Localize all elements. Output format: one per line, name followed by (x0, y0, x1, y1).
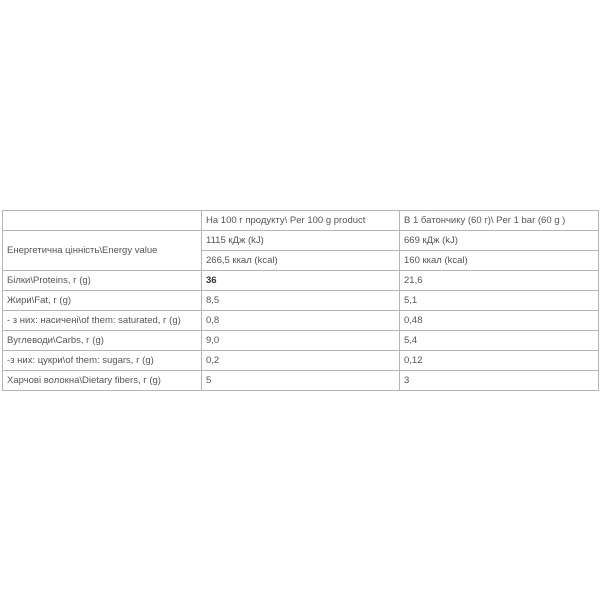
energy-row-kj (3, 231, 599, 251)
row-per100-value: 36 (202, 271, 400, 291)
row-per100-value: 0,8 (202, 311, 400, 331)
energy-perbar-kj: 669 кДж (kJ) (400, 231, 599, 251)
energy-perbar-kcal: 160 ккал (kcal) (400, 251, 599, 271)
row-per100-value: 5 (202, 371, 400, 391)
header-row (3, 211, 599, 231)
row-perbar-value: 21,6 (400, 271, 599, 291)
table-row-proteins (3, 271, 599, 291)
row-label: Жири\Fat, г (g) (3, 291, 202, 311)
header-per-100g: На 100 г продукту\ Per 100 g product (202, 211, 400, 231)
table-row-fibers (3, 371, 599, 391)
row-per100-value: 0,2 (202, 351, 400, 371)
energy-per100-kj: 1115 кДж (kJ) (202, 231, 400, 251)
row-perbar-value: 3 (400, 371, 599, 391)
row-perbar-value: 0,48 (400, 311, 599, 331)
row-perbar-value: 5,1 (400, 291, 599, 311)
table-row-sugars (3, 351, 599, 371)
table-row-carbs (3, 331, 599, 351)
row-label: Білки\Proteins, г (g) (3, 271, 202, 291)
energy-per100-kcal: 266,5 ккал (kcal) (202, 251, 400, 271)
row-label: Харчові волокна\Dietary fibers, г (g) (3, 371, 202, 391)
row-label: - з них: насичені\of them: saturated, г (g) (3, 311, 202, 331)
row-label: -з них: цукри\of them: sugars, г (g) (3, 351, 202, 371)
table-row-saturated (3, 311, 599, 331)
row-label: Вуглеводи\Carbs, г (g) (3, 331, 202, 351)
row-per100-value: 8,5 (202, 291, 400, 311)
row-perbar-value: 5,4 (400, 331, 599, 351)
nutrition-table (2, 210, 599, 391)
energy-label: Енергетична цінність\Energy value (3, 231, 202, 271)
row-per100-value: 9,0 (202, 331, 400, 351)
header-per-bar: В 1 батончику (60 г)\ Per 1 bar (60 g ) (400, 211, 599, 231)
header-empty-cell (3, 211, 202, 231)
table-row-fat (3, 291, 599, 311)
row-perbar-value: 0,12 (400, 351, 599, 371)
